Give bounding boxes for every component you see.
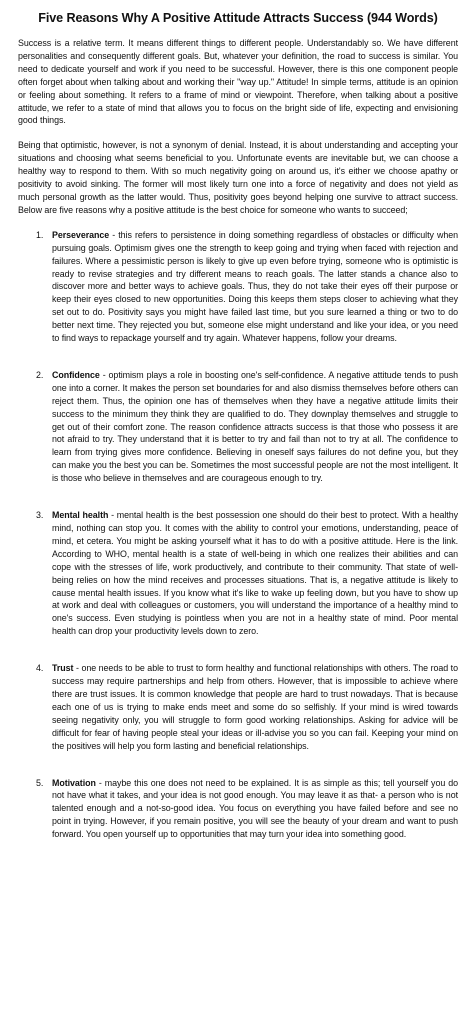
context-paragraph: Being that optimistic, however, is not a synonym of denial. Instead, it is about understanding and accepting your situations and choosing what seems beneficial to you. Unfortunate events are inevitable but, we can choose a healthy way to respond to them. With so much negativity going on around us, it's either we choose apathy or positivity to avoid sinking. The former will most likely turn one into a force of negativity and does not yield as much personal growth as the latter would. Thus, positivity goes beyond helping one survive to attract success. Below are five reasons why a positive attitude is the best choice for someone who wants to succeed;	[18, 140, 458, 215]
reason-term: Mental health	[52, 510, 109, 521]
reason-item-motivation	[36, 777, 458, 842]
reason-text: - this refers to persistence in doing something regardless of obstacles or difficulty when pursuing goals. Optimism gives one the strength to keep going and trying when faced with rejection and failures. Where a pessimistic person is likely to give up even before trying, someone who is optimistic is ready to revise strategies and try different means to reach goals. The latter stands a chance also to discover more and better ways to achieve goals. Thus, they do not take their eyes off their purpose or keep their eyes closed to new opportunities. Doing this keeps them steps closer to achieving what they set out to do. Positivity says you might have failed last time, but you sure learned a thing or two to do better next time. They rejected you but, someone else might understand and like your idea, or you need to find ways to repackage yourself and try again. Whatever happens, follow your dreams.	[52, 229, 458, 344]
reason-text: - optimism plays a role in boosting one's self-confidence. A negative attitude tends to push one into a corner. It makes the person set boundaries for and also dismiss themselves before others can reject them. Thus, the opinion one has of themselves when they have a negative attitude limits their success to the minimum they think they are qualified to do. They downplay themselves and struggle to get out of their comfort zone. The reason confidence attracts success is that those who possess it are not afraid to try. They understand that it is better to try and fail than not to try at all. The confidence to learn from trying gives more confidence. Believing in oneself says failures do not define you, but they can make you the best you can be. Sometimes the most successful people are not the most intelligent. It is those who believe in themselves and are courageous enough to try.	[52, 369, 458, 484]
reason-item-trust	[36, 662, 458, 752]
reason-item-confidence	[36, 369, 458, 485]
reason-term: Motivation	[52, 777, 96, 788]
reasons-list	[18, 229, 458, 841]
intro-paragraph: Success is a relative term. It means different things to different people. Understandably so. We have different personalities and consequently different goals. But, whatever your definition, the road to success is similar. You need to dedicate yourself and work if you need to be successful. However, there is this one component people often forget about when talking about and working their "way up." Attitude! In simple terms, attitude is an opinion or feeling about something. It refers to a frame of mind or viewpoint. Therefore, when talking about a positive attitude, we refer to a state of mind that allows you to focus on the bright side of life, expecting and envisioning good things.	[18, 38, 458, 126]
reason-term: Confidence	[52, 369, 100, 380]
reason-item-mental-health	[36, 509, 458, 638]
reason-text: - maybe this one does not need to be explained. It is as simple as this; tell yourself you do not have what it takes, and your idea is not good enough. You may leave it as that- a person who is not talented enough and a not-so-good idea. You focus on everything you have failed before and see no point in trying. However, if you remain positive, you will see the beauty of your dream and want to push forward. You open yourself up to opportunities that may turn your idea into something good.	[52, 777, 458, 840]
document-title: Five Reasons Why A Positive Attitude Attracts Success (944 Words)	[38, 11, 438, 25]
reason-term: Perseverance	[52, 229, 110, 240]
reason-number: 4.	[36, 663, 44, 674]
reason-number: 2.	[36, 369, 44, 380]
reason-item-perseverance	[36, 229, 458, 345]
reason-number: 5.	[36, 777, 44, 788]
reason-text: - mental health is the best possession one should do their best to protect. With a healthy mind, nothing can stop you. It comes with the ability to control your emotions, understanding, peace of mind, et cetera. You might be asking yourself what it has to do with a positive attitude. Here is the link. According to WHO, mental health is a state of well-being in which one realizes their abilities and can cope with the stresses of life, work productively, and contribute to their community. That state of well-being relies on how the mind receives and processes situations. That is, a negative attitude is likely to cause mental health issues. If you know what it's like to wake up feeling down, but you have to show up at work and deal with colleagues or customers, you will understand the importance of a healthy mind to one's success. Even studying is pointless when you are not in a healthy state of mind. Poor mental health can drop your productivity levels down to zero.	[52, 510, 458, 637]
reason-term: Trust	[52, 663, 74, 674]
reason-number: 3.	[36, 510, 44, 521]
reason-text: - one needs to be able to trust to form healthy and functional relationships with others. The road to success may require partnerships and help from others. However, that is impossible to achieve where there are trust issues. It is common knowledge that people are hard to trust nowadays. That is because each one of us is trying to make ends meet and some do so selfishly. If your mind is wired towards seeing negativity only, you will struggle to form good working relationships. Asking for advice will be difficult for fear of having people steal your ideas or ill-advise you so you can fail. Keeping your mind on the positives will help you form lasting and beneficial relationships.	[52, 663, 458, 751]
reason-number: 1.	[36, 229, 44, 240]
